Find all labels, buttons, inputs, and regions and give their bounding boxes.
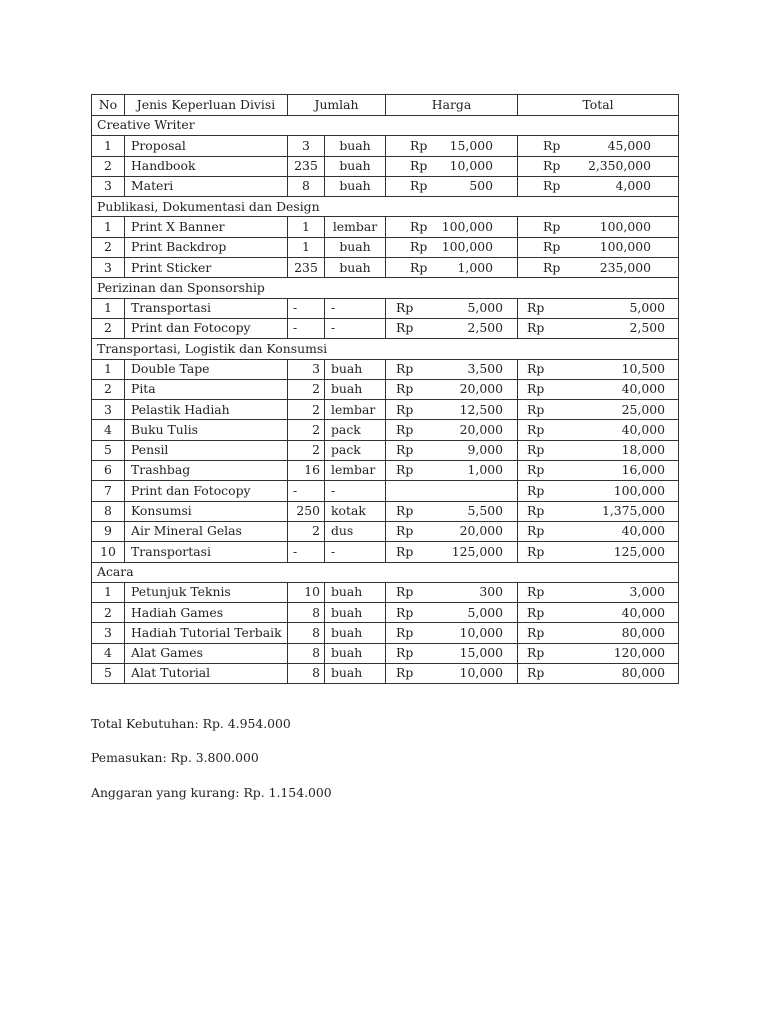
item-total: [518, 176, 679, 196]
item-unit: pack: [325, 420, 386, 440]
amount-value: 5,000: [467, 604, 503, 620]
amount-value: 20,000: [459, 421, 503, 437]
item-name: Air Mineral Gelas: [125, 521, 288, 541]
item-unit: buah: [325, 258, 386, 278]
currency-label: Rp: [543, 178, 561, 194]
item-total: [518, 136, 679, 156]
currency-label: Rp: [527, 645, 545, 661]
table-header-row: [92, 95, 679, 116]
currency-label: Rp: [543, 259, 561, 275]
item-total: [518, 440, 679, 460]
amount-value: 40,000: [621, 604, 665, 620]
item-quantity: 3: [288, 359, 325, 379]
amount-value: 3,500: [467, 361, 503, 376]
item-price: [386, 501, 518, 521]
section-header-row: [92, 278, 679, 298]
amount-value: 40,000: [621, 381, 665, 397]
currency-label: Rp: [527, 523, 545, 539]
row-number: 9: [92, 521, 125, 541]
item-name: Handbook: [125, 156, 288, 176]
table-row: [92, 318, 679, 338]
item-quantity: 8: [288, 603, 325, 623]
row-number: 2: [92, 603, 125, 623]
amount-value: 12,500: [459, 401, 503, 417]
item-unit: buah: [325, 623, 386, 643]
amount-value: 100,000: [441, 239, 493, 255]
row-number: 5: [92, 440, 125, 460]
item-price: [386, 359, 518, 379]
amount-value: 45,000: [607, 137, 651, 153]
item-quantity: 1: [288, 237, 325, 257]
currency-label: Rp: [527, 401, 545, 417]
row-number: 1: [92, 298, 125, 318]
currency-label: Rp: [410, 178, 428, 194]
amount-value: 10,000: [449, 158, 493, 174]
item-total: [518, 603, 679, 623]
amount-value: 40,000: [621, 523, 665, 539]
item-total: [518, 481, 679, 501]
row-number: 5: [92, 664, 125, 684]
currency-label: Rp: [527, 442, 545, 458]
item-price: [386, 176, 518, 196]
header-no: No: [92, 95, 125, 116]
table-row: [92, 400, 679, 420]
item-unit: buah: [325, 136, 386, 156]
table-row: [92, 440, 679, 460]
item-price: [386, 664, 518, 684]
amount-value: 235,000: [599, 259, 651, 275]
table-row: [92, 603, 679, 623]
header-total: Total: [518, 95, 679, 116]
section-title: Transportasi, Logistik dan Konsumsi: [92, 339, 679, 359]
header-jumlah: Jumlah: [288, 95, 386, 116]
row-number: 3: [92, 400, 125, 420]
amount-value: 20,000: [459, 523, 503, 539]
item-name: Pita: [125, 379, 288, 399]
currency-label: Rp: [396, 442, 414, 458]
currency-label: Rp: [410, 259, 428, 275]
item-name: Pelastik Hadiah: [125, 400, 288, 420]
row-number: 4: [92, 643, 125, 663]
item-quantity: -: [288, 542, 325, 562]
amount-value: 100,000: [599, 239, 651, 255]
table-row: [92, 501, 679, 521]
table-row: [92, 379, 679, 399]
item-price: [386, 156, 518, 176]
amount-value: 15,000: [459, 645, 503, 661]
item-quantity: -: [288, 298, 325, 318]
amount-value: 80,000: [621, 665, 665, 681]
item-price: [386, 318, 518, 338]
item-quantity: 235: [288, 258, 325, 278]
summary-anggaran-kurang: Anggaran yang kurang: Rp. 1.154.000: [91, 785, 332, 800]
header-jenis-keperluan: Jenis Keperluan Divisi: [125, 95, 288, 116]
row-number: 4: [92, 420, 125, 440]
item-price: [386, 400, 518, 420]
item-unit: buah: [325, 379, 386, 399]
item-quantity: 3: [288, 136, 325, 156]
item-price: [386, 461, 518, 481]
amount-value: 100,000: [599, 218, 651, 234]
item-quantity: 16: [288, 461, 325, 481]
currency-label: Rp: [396, 503, 414, 519]
currency-label: Rp: [410, 218, 428, 234]
table-row: [92, 258, 679, 278]
amount-value: 80,000: [621, 624, 665, 640]
item-unit: pack: [325, 440, 386, 460]
item-unit: buah: [325, 359, 386, 379]
amount-value: 5,000: [467, 300, 503, 316]
amount-value: 9,000: [467, 442, 503, 458]
item-name: Petunjuk Teknis: [125, 582, 288, 602]
item-total: [518, 501, 679, 521]
item-name: Double Tape: [125, 359, 288, 379]
row-number: 2: [92, 318, 125, 338]
table-row: [92, 156, 679, 176]
row-number: 2: [92, 237, 125, 257]
amount-value: 5,500: [467, 503, 503, 519]
amount-value: 25,000: [621, 401, 665, 417]
amount-value: 20,000: [459, 381, 503, 397]
item-total: [518, 237, 679, 257]
currency-label: Rp: [396, 543, 414, 559]
item-price: [386, 217, 518, 237]
row-number: 1: [92, 217, 125, 237]
currency-label: Rp: [527, 361, 545, 376]
item-total: [518, 217, 679, 237]
item-name: Transportasi: [125, 542, 288, 562]
item-quantity: 2: [288, 400, 325, 420]
amount-value: 1,000: [457, 259, 493, 275]
currency-label: Rp: [396, 624, 414, 640]
row-number: 3: [92, 176, 125, 196]
currency-label: Rp: [543, 218, 561, 234]
item-name: Print dan Fotocopy: [125, 318, 288, 338]
summary-pemasukan: Pemasukan: Rp. 3.800.000: [91, 750, 259, 765]
table-row: [92, 481, 679, 501]
table-row: [92, 217, 679, 237]
item-price: [386, 136, 518, 156]
table-row: [92, 359, 679, 379]
item-total: [518, 258, 679, 278]
section-header-row: [92, 339, 679, 359]
table-row: [92, 298, 679, 318]
item-price: [386, 440, 518, 460]
table-row: [92, 420, 679, 440]
item-total: [518, 298, 679, 318]
item-total: [518, 643, 679, 663]
item-unit: buah: [325, 237, 386, 257]
row-number: 2: [92, 379, 125, 399]
item-name: Buku Tulis: [125, 420, 288, 440]
amount-value: 2,500: [467, 320, 503, 336]
item-name: Print Backdrop: [125, 237, 288, 257]
item-price: [386, 582, 518, 602]
section-title: Creative Writer: [92, 116, 679, 136]
currency-label: Rp: [396, 584, 414, 600]
currency-label: Rp: [410, 158, 428, 174]
item-unit: buah: [325, 643, 386, 663]
item-quantity: 250: [288, 501, 325, 521]
currency-label: Rp: [527, 543, 545, 559]
row-number: 1: [92, 136, 125, 156]
section-header-row: [92, 197, 679, 217]
item-total: [518, 359, 679, 379]
amount-value: 125,000: [451, 543, 503, 559]
currency-label: Rp: [527, 482, 545, 498]
item-name: Transportasi: [125, 298, 288, 318]
section-title: Publikasi, Dokumentasi dan Design: [92, 197, 679, 217]
summary-total-kebutuhan: Total Kebutuhan: Rp. 4.954.000: [91, 716, 291, 731]
item-unit: -: [325, 542, 386, 562]
item-name: Konsumsi: [125, 501, 288, 521]
amount-value: 4,000: [615, 178, 651, 194]
currency-label: Rp: [396, 462, 414, 478]
amount-value: 2,500: [629, 320, 665, 336]
item-unit: buah: [325, 603, 386, 623]
item-name: Trashbag: [125, 461, 288, 481]
table-row: [92, 664, 679, 684]
item-quantity: 8: [288, 623, 325, 643]
item-price: [386, 237, 518, 257]
item-name: Print Sticker: [125, 258, 288, 278]
item-quantity: 2: [288, 379, 325, 399]
table-row: [92, 521, 679, 541]
item-total: [518, 420, 679, 440]
item-price: [386, 379, 518, 399]
row-number: 1: [92, 359, 125, 379]
amount-value: 1,375,000: [601, 503, 665, 519]
amount-value: 300: [479, 584, 503, 600]
item-price: [386, 643, 518, 663]
currency-label: Rp: [527, 624, 545, 640]
amount-value: 10,000: [459, 624, 503, 640]
table-row: [92, 461, 679, 481]
section-header-row: [92, 562, 679, 582]
currency-label: Rp: [396, 361, 414, 376]
item-unit: dus: [325, 521, 386, 541]
amount-value: 5,000: [629, 300, 665, 316]
item-price: [386, 298, 518, 318]
section-title: Perizinan dan Sponsorship: [92, 278, 679, 298]
item-name: Print X Banner: [125, 217, 288, 237]
item-total: [518, 379, 679, 399]
item-price: [386, 542, 518, 562]
table-row: [92, 643, 679, 663]
currency-label: Rp: [396, 401, 414, 417]
item-total: [518, 542, 679, 562]
amount-value: 2,350,000: [587, 158, 651, 174]
currency-label: Rp: [410, 137, 428, 153]
item-quantity: 2: [288, 521, 325, 541]
item-unit: buah: [325, 664, 386, 684]
currency-label: Rp: [396, 320, 414, 336]
currency-label: Rp: [527, 320, 545, 336]
amount-value: 120,000: [613, 645, 665, 661]
item-name: Hadiah Games: [125, 603, 288, 623]
item-quantity: 1: [288, 217, 325, 237]
currency-label: Rp: [396, 381, 414, 397]
section-title: Acara: [92, 562, 679, 582]
item-total: [518, 664, 679, 684]
amount-value: 100,000: [613, 482, 665, 498]
currency-label: Rp: [527, 421, 545, 437]
amount-value: 10,500: [621, 361, 665, 376]
currency-label: Rp: [396, 665, 414, 681]
item-total: [518, 156, 679, 176]
table-body: [92, 116, 679, 684]
item-name: Materi: [125, 176, 288, 196]
item-name: Hadiah Tutorial Terbaik: [125, 623, 288, 643]
budget-table: [91, 94, 679, 684]
item-total: [518, 623, 679, 643]
currency-label: Rp: [396, 604, 414, 620]
item-unit: buah: [325, 582, 386, 602]
item-total: [518, 400, 679, 420]
currency-label: Rp: [396, 300, 414, 316]
header-harga: Harga: [386, 95, 518, 116]
item-name: Alat Tutorial: [125, 664, 288, 684]
item-name: Print dan Fotocopy: [125, 481, 288, 501]
row-number: 6: [92, 461, 125, 481]
item-unit: kotak: [325, 501, 386, 521]
amount-value: 10,000: [459, 665, 503, 681]
currency-label: Rp: [527, 381, 545, 397]
item-quantity: 8: [288, 176, 325, 196]
item-unit: -: [325, 318, 386, 338]
item-total: [518, 521, 679, 541]
row-number: 8: [92, 501, 125, 521]
currency-label: Rp: [527, 503, 545, 519]
amount-value: 1,000: [467, 462, 503, 478]
currency-label: Rp: [527, 604, 545, 620]
row-number: 7: [92, 481, 125, 501]
item-unit: buah: [325, 156, 386, 176]
item-price: [386, 623, 518, 643]
amount-value: 18,000: [621, 442, 665, 458]
amount-value: 3,000: [629, 584, 665, 600]
row-number: 3: [92, 623, 125, 643]
currency-label: Rp: [396, 523, 414, 539]
currency-label: Rp: [543, 158, 561, 174]
item-name: Alat Games: [125, 643, 288, 663]
item-unit: buah: [325, 176, 386, 196]
item-unit: -: [325, 298, 386, 318]
item-quantity: 235: [288, 156, 325, 176]
table-row: [92, 237, 679, 257]
item-price: [386, 603, 518, 623]
item-total: [518, 582, 679, 602]
row-number: 10: [92, 542, 125, 562]
item-quantity: -: [288, 318, 325, 338]
currency-label: Rp: [527, 300, 545, 316]
row-number: 3: [92, 258, 125, 278]
item-quantity: 10: [288, 582, 325, 602]
item-quantity: 2: [288, 420, 325, 440]
item-name: Proposal: [125, 136, 288, 156]
currency-label: Rp: [396, 645, 414, 661]
item-price: [386, 521, 518, 541]
currency-label: Rp: [527, 665, 545, 681]
item-unit: lembar: [325, 461, 386, 481]
item-total: [518, 461, 679, 481]
item-unit: -: [325, 481, 386, 501]
item-name: Pensil: [125, 440, 288, 460]
item-quantity: 8: [288, 664, 325, 684]
amount-value: 16,000: [621, 462, 665, 478]
amount-value: 100,000: [441, 218, 493, 234]
amount-value: 500: [469, 178, 493, 194]
table-row: [92, 582, 679, 602]
item-price: [386, 481, 518, 501]
row-number: 1: [92, 582, 125, 602]
currency-label: Rp: [543, 239, 561, 255]
currency-label: Rp: [410, 239, 428, 255]
item-quantity: 8: [288, 643, 325, 663]
currency-label: Rp: [396, 421, 414, 437]
item-price: [386, 420, 518, 440]
section-header-row: [92, 116, 679, 136]
item-unit: lembar: [325, 217, 386, 237]
table-row: [92, 623, 679, 643]
item-unit: lembar: [325, 400, 386, 420]
item-price: [386, 258, 518, 278]
table-row: [92, 136, 679, 156]
currency-label: Rp: [543, 137, 561, 153]
item-quantity: -: [288, 481, 325, 501]
currency-label: Rp: [527, 584, 545, 600]
currency-label: Rp: [527, 462, 545, 478]
item-total: [518, 318, 679, 338]
amount-value: 125,000: [613, 543, 665, 559]
table-row: [92, 176, 679, 196]
amount-value: 15,000: [449, 137, 493, 153]
amount-value: 40,000: [621, 421, 665, 437]
item-quantity: 2: [288, 440, 325, 460]
row-number: 2: [92, 156, 125, 176]
table-row: [92, 542, 679, 562]
